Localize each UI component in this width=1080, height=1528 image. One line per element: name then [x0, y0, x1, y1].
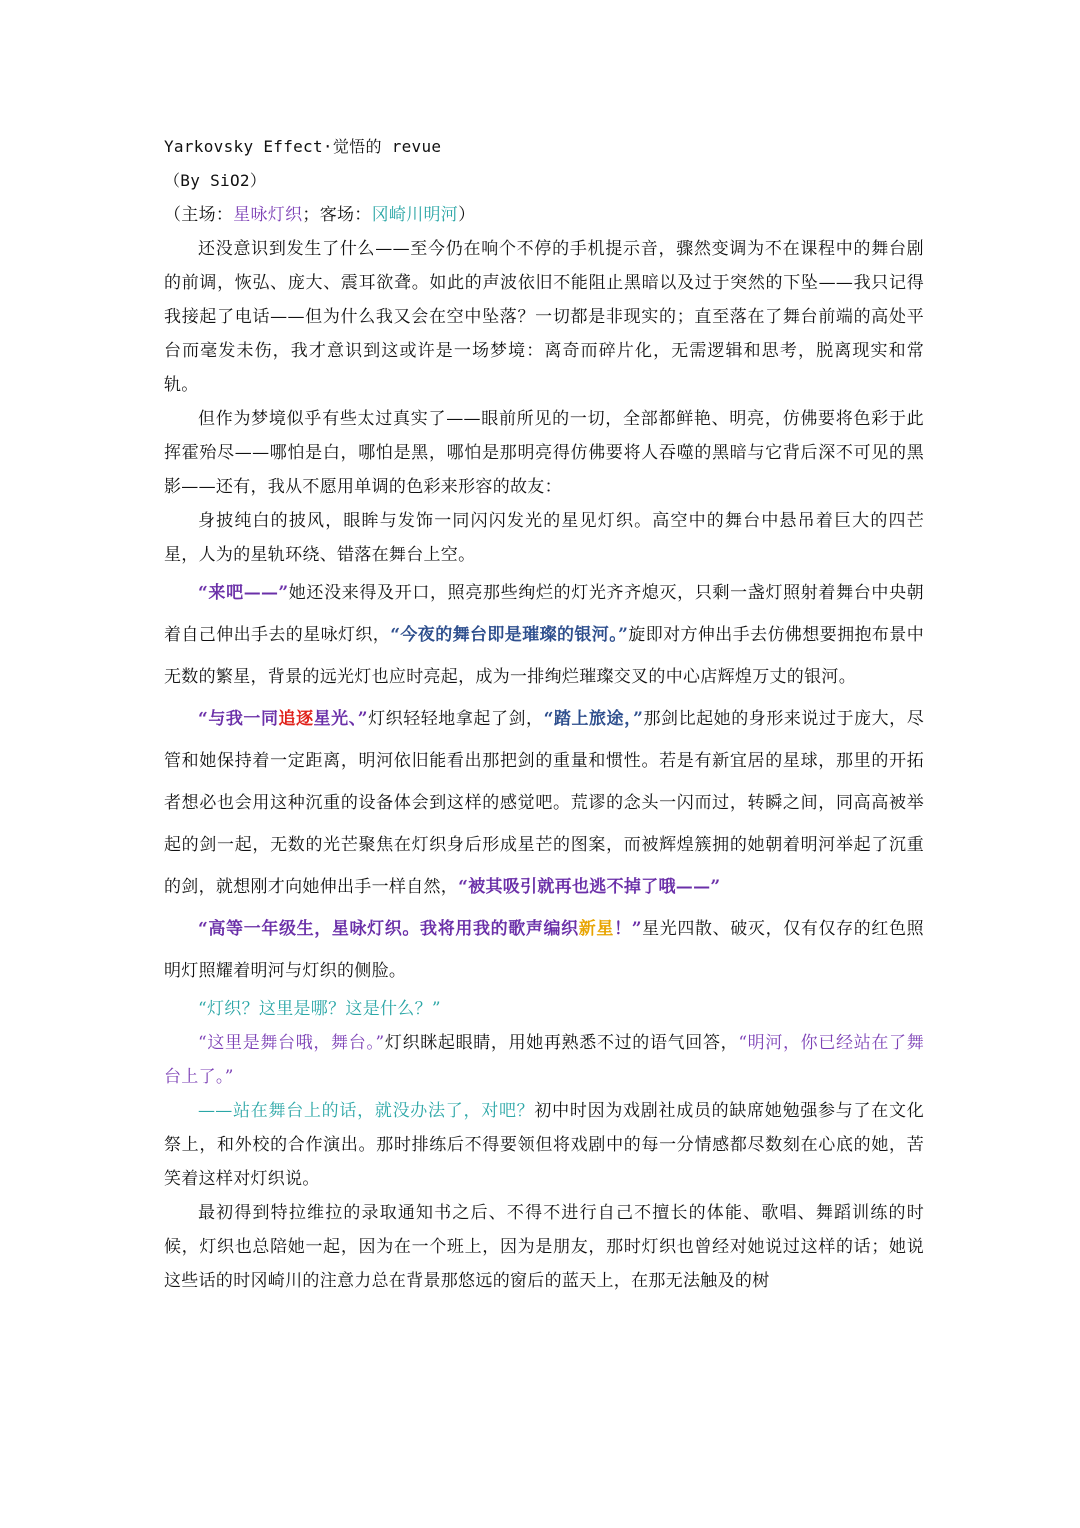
narration-text: 她还没来得及开口，照亮那些绚烂的灯光齐齐熄灭，只剩一盏灯照射着舞台中央朝着自己伸出手去的星咏灯织， [164, 583, 924, 645]
dialogue-quote: “与我一同 [198, 709, 279, 729]
paragraph-8 [164, 1026, 924, 1094]
paragraph-9 [164, 1094, 924, 1196]
paragraph-4 [164, 572, 924, 698]
paragraph-5 [164, 698, 924, 908]
dialogue-quote: “今夜的舞台即是璀璨的银河。” [390, 625, 629, 645]
narration-text: 那剑比起她的身形来说过于庞大，尽管和她保持着一定距离，明河依旧能看出那把剑的重量和惯性。若是有新宜居的星球，那里的开拓者想必也会用这种沉重的设备体会到这样的感觉吧。荒谬的念头一闪而过，转瞬之间，同高高被举起的剑一起，无数的光芒聚焦在灯织身后形成星芒的图案，而被辉煌簇拥的她朝着明河举起了沉重的剑，就想刚才向她伸出手一样自然， [164, 709, 925, 897]
cast-line [164, 198, 924, 232]
paragraph-10: 最初得到特拉维拉的录取通知书之后、不得不进行自己不擅长的体能、歌唱、舞蹈训练的时候，灯织也总陪她一起，因为在一个班上，因为是朋友，那时灯织也曾经对她说过这样的话；她说这些话的时冈崎川的注意力总在背景那悠远的窗后的蓝天上，在那无法触及的树 [164, 1203, 924, 1291]
cast-suffix: ） [458, 205, 476, 225]
document-page [164, 130, 924, 1298]
narration-text: 旋即对方伸出手去仿佛想要拥抱布景中无数的繁星，背景的远光灯也应时亮起，成为一排绚烂璀璨交叉的中心店辉煌万丈的银河。 [164, 625, 924, 687]
dialogue-highlight: 追逐 [278, 709, 314, 729]
dialogue-quote: “明河，你已经站在了舞台上了。” [164, 1033, 924, 1087]
cast-mid: ；客场： [302, 205, 372, 225]
paragraph-6 [164, 908, 924, 992]
cast-away: 冈崎川明河 [371, 205, 459, 225]
narration-text: 初中时因为戏剧社成员的缺席她勉强参与了在文化祭上，和外校的合作演出。那时排练后不得要领但将戏剧中的每一分情感都尽数刻在心底的她，苦笑着这样对灯织说。 [164, 1101, 924, 1189]
narration-text: 灯织眯起眼睛，用她再熟悉不过的语气回答， [384, 1033, 739, 1053]
dialogue-quote: “高等一年级生，星咏灯织。我将用我的歌声编织 [198, 919, 579, 939]
author-line: （By SiO2） [164, 171, 267, 190]
narration-text: 灯织轻轻地拿起了剑， [367, 709, 544, 729]
dialogue-quote: ！” [614, 919, 642, 939]
paragraph-3: 身披纯白的披风，眼眸与发饰一同闪闪发光的星见灯织。高空中的舞台中悬吊着巨大的四芒星，人为的星轨环绕、错落在舞台上空。 [164, 511, 924, 565]
narration-text: 星光四散、破灭，仅有仅存的红色照明灯照耀着明河与灯织的侧脸。 [164, 919, 924, 981]
dialogue-quote: “这里是舞台哦，舞台。” [198, 1033, 385, 1053]
cast-prefix: （主场： [164, 205, 234, 225]
paragraph-2: 但作为梦境似乎有些太过真实了——眼前所见的一切，全部都鲜艳、明亮，仿佛要将色彩于此挥霍殆尽——哪怕是白，哪怕是黑，哪怕是那明亮得仿佛要将人吞噬的黑暗与它背后深不可见的黑影——还有，我从不愿用单调的色彩来形容的故友： [164, 409, 924, 497]
paragraph-7: “灯织？这里是哪？这是什么？” [198, 999, 441, 1019]
document-title: Yarkovsky Effect·觉悟的 revue [164, 137, 442, 156]
cast-home: 星咏灯织 [233, 205, 303, 225]
dialogue-quote: ——站在舞台上的话，就没办法了，对吧？ [198, 1101, 535, 1121]
dialogue-quote: “来吧——” [198, 583, 289, 603]
dialogue-quote: 星光、” [313, 709, 368, 729]
dialogue-quote: “被其吸引就再也逃不掉了哦——” [458, 877, 721, 897]
dialogue-highlight: 新星 [578, 919, 615, 939]
paragraph-1: 还没意识到发生了什么——至今仍在响个不停的手机提示音，骤然变调为不在课程中的舞台剧的前调，恢弘、庞大、震耳欲聋。如此的声波依旧不能阻止黑暗以及过于突然的下坠——我只记得我接起了电话——但为什么我又会在空中坠落？一切都是非现实的；直至落在了舞台前端的高处平台而毫发未伤，我才意识到这或许是一场梦境：离奇而碎片化，无需逻辑和思考，脱离现实和常轨。 [164, 239, 924, 395]
dialogue-quote: “踏上旅途，” [543, 709, 644, 729]
